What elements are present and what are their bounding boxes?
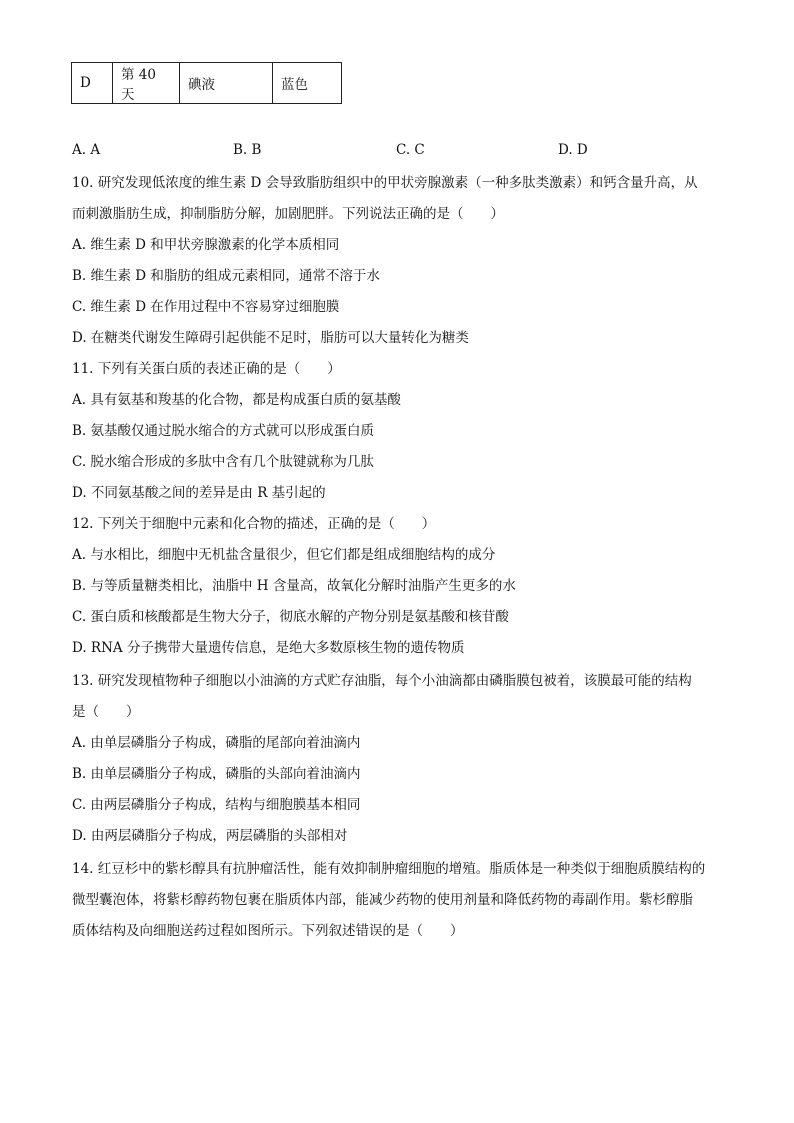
- table-row: [72, 63, 342, 104]
- q11-option-d: D. 不同氨基酸之间的差异是由 R 基引起的: [72, 485, 326, 501]
- q13-option-c: C. 由两层磷脂分子构成，结构与细胞膜基本相同: [72, 797, 361, 813]
- table-cell-reagent: 碘液: [180, 63, 273, 104]
- q14-stem-line: 质体结构及向细胞送药过程如图所示。下列叙述错误的是（ ）: [72, 923, 464, 939]
- q10-option-b: B. 维生素 D 和脂肪的组成元素相同，通常不溶于水: [72, 268, 380, 284]
- q11-option-c: C. 脱水缩合形成的多肽中含有几个肽键就称为几肽: [72, 454, 374, 470]
- q13-stem-line: 是（ ）: [72, 704, 140, 720]
- table-cell-day: 第 40 天: [113, 63, 180, 104]
- q11-option-b: B. 氨基酸仅通过脱水缩合的方式就可以形成蛋白质: [72, 423, 375, 439]
- q11-stem-line: 11. 下列有关蛋白质的表述正确的是（ ）: [72, 361, 341, 377]
- q10-stem-line: 而刺激脂肪生成，抑制脂肪分解，加剧肥胖。下列说法正确的是（ ）: [72, 206, 504, 222]
- q12-option-b: B. 与等质量糖类相比，油脂中 H 含量高，故氧化分解时油脂产生更多的水: [72, 578, 516, 594]
- q13-stem-line: 13. 研究发现植物种子细胞以小油滴的方式贮存油脂，每个小油滴都由磷脂膜包被着，该膜最可能的结构: [72, 673, 692, 689]
- table-cell-option: D: [72, 63, 113, 104]
- q9-choices: [72, 142, 732, 162]
- q14-stem-line: 14. 红豆杉中的紫杉醇具有抗肿瘤活性，能有效抑制肿瘤细胞的增殖。脂质体是一种类似于细胞质膜结构的: [72, 861, 706, 877]
- q13-option-b: B. 由单层磷脂分子构成，磷脂的头部向着油滴内: [72, 766, 361, 782]
- q12-stem-line: 12. 下列关于细胞中元素和化合物的描述，正确的是（ ）: [72, 516, 436, 532]
- table-cell-color: 蓝色: [273, 63, 342, 104]
- q12-option-c: C. 蛋白质和核酸都是生物大分子，彻底水解的产物分别是氨基酸和核苷酸: [72, 609, 509, 625]
- q11-option-a: A. 具有氨基和羧基的化合物，都是构成蛋白质的氨基酸: [72, 392, 401, 408]
- choice-a: A. A: [72, 142, 101, 158]
- q10-option-c: C. 维生素 D 在作用过程中不容易穿过细胞膜: [72, 299, 340, 315]
- q10-stem-line: 10. 研究发现低浓度的维生素 D 会导致脂肪组织中的甲状旁腺激素（一种多肽类激素）和钙含量升高，从: [72, 175, 698, 191]
- choice-c: C. C: [396, 142, 425, 158]
- q12-option-d: D. RNA 分子携带大量遗传信息，是绝大多数原核生物的遗传物质: [72, 640, 465, 656]
- choice-b: B. B: [233, 142, 262, 158]
- q10-option-d: D. 在糖类代谢发生障碍引起供能不足时，脂肪可以大量转化为糖类: [72, 330, 469, 346]
- choice-d: D. D: [558, 142, 588, 158]
- q14-stem-line: 微型囊泡体，将紫杉醇药物包裹在脂质体内部，能减少药物的使用剂量和降低药物的毒副作用。紫杉醇脂: [72, 892, 693, 908]
- q13-option-a: A. 由单层磷脂分子构成，磷脂的尾部向着油滴内: [72, 735, 361, 751]
- q13-option-d: D. 由两层磷脂分子构成，两层磷脂的头部相对: [72, 828, 348, 844]
- q12-option-a: A. 与水相比，细胞中无机盐含量很少，但它们都是组成细胞结构的成分: [72, 547, 496, 563]
- q10-option-a: A. 维生素 D 和甲状旁腺激素的化学本质相同: [72, 237, 340, 253]
- answer-table-fragment: [71, 62, 342, 104]
